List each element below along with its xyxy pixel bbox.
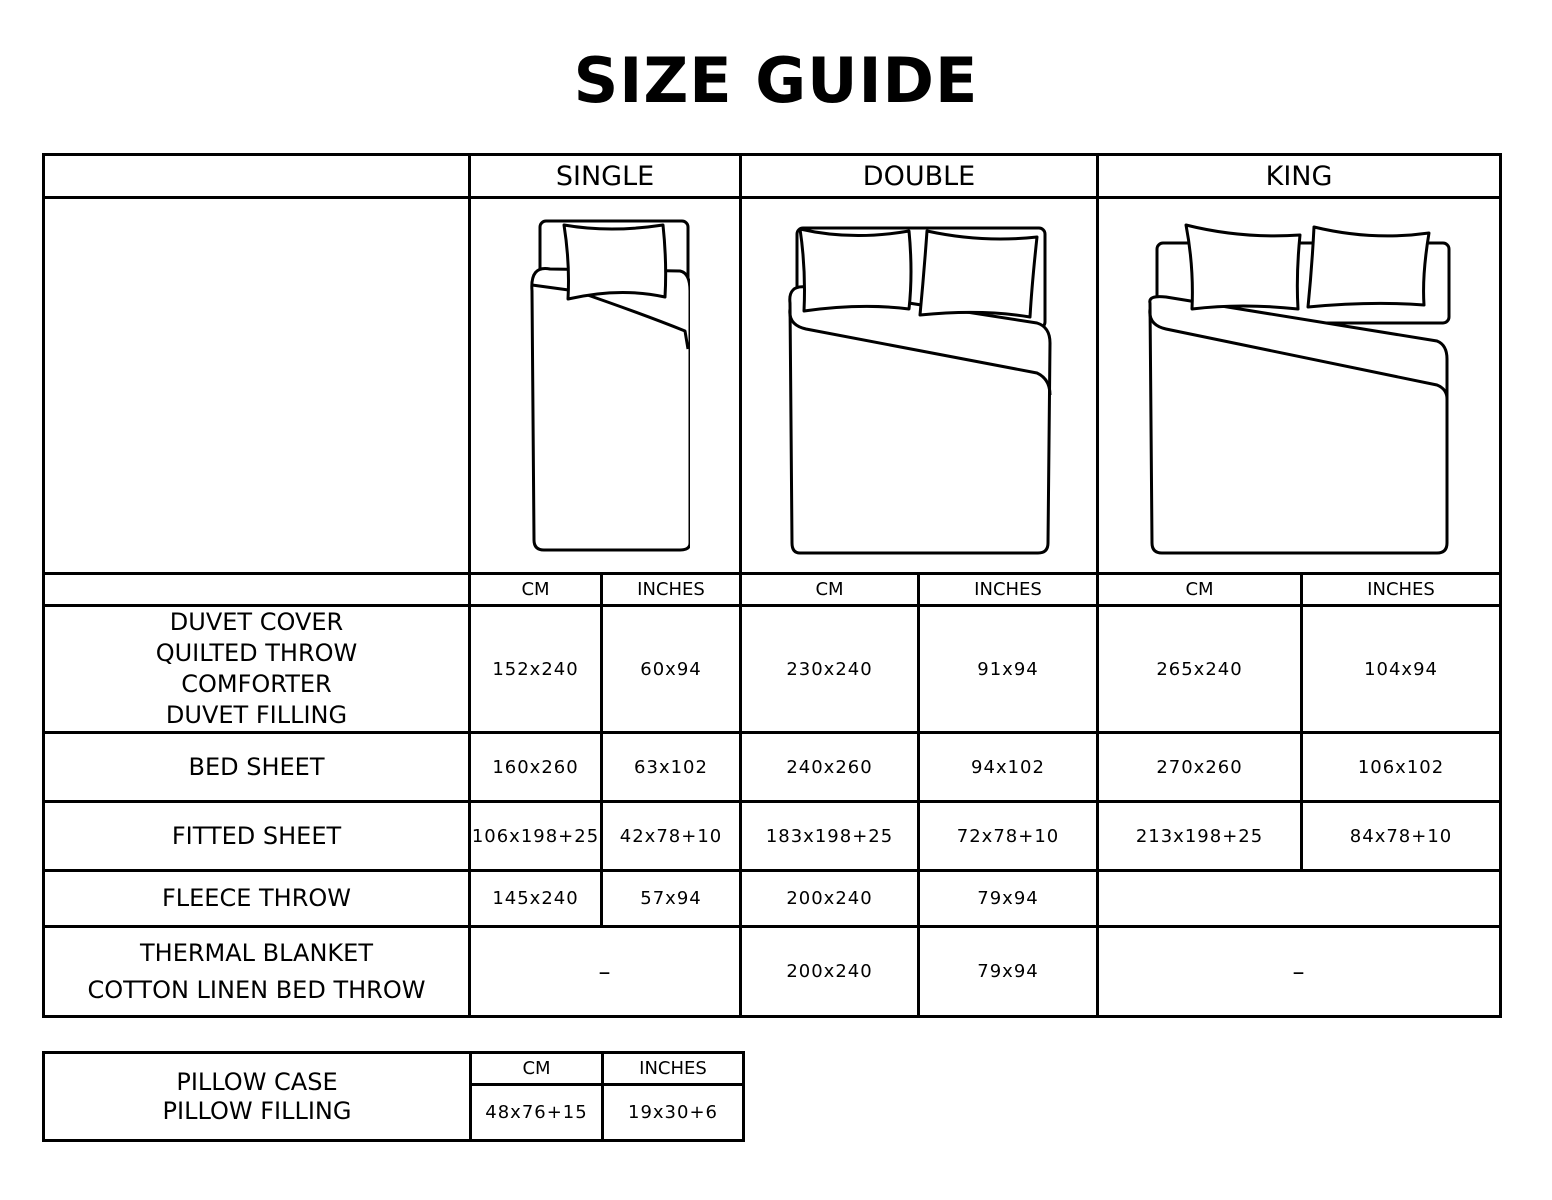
row-label-line: FITTED SHEET xyxy=(171,821,342,850)
unit-cm: CM xyxy=(1098,574,1302,606)
size-value: 48x76+15 xyxy=(471,1085,603,1141)
double-bed-cell xyxy=(741,198,1098,574)
double-bed-icon xyxy=(782,213,1057,558)
unit-inches: INCHES xyxy=(1302,574,1501,606)
unit-inches: INCHES xyxy=(919,574,1098,606)
unit-cm: CM xyxy=(741,574,919,606)
not-available-dash: – xyxy=(1098,927,1501,1017)
table-row xyxy=(44,927,1501,1017)
size-value: 79x94 xyxy=(919,871,1098,927)
row-label xyxy=(44,927,470,1017)
row-label xyxy=(44,733,470,802)
unit-inches: INCHES xyxy=(603,1053,744,1085)
pillow-size-table xyxy=(42,1051,745,1142)
size-value: 240x260 xyxy=(741,733,919,802)
empty-header-cell xyxy=(44,155,470,198)
size-value: 145x240 xyxy=(470,871,602,927)
size-value: 94x102 xyxy=(919,733,1098,802)
size-value: 200x240 xyxy=(741,871,919,927)
size-value: 72x78+10 xyxy=(919,802,1098,871)
single-bed-icon xyxy=(520,213,690,558)
king-bed-icon xyxy=(1142,213,1457,558)
unit-cm: CM xyxy=(470,574,602,606)
size-value: 265x240 xyxy=(1098,606,1302,733)
size-value: 42x78+10 xyxy=(602,802,741,871)
unit-cm: CM xyxy=(471,1053,603,1085)
size-value: 160x260 xyxy=(470,733,602,802)
page-title: SIZE GUIDE xyxy=(573,44,979,117)
size-value: 57x94 xyxy=(602,871,741,927)
row-label xyxy=(44,1053,471,1141)
row-label-line: BED SHEET xyxy=(188,752,325,781)
empty-king-cell xyxy=(1098,871,1501,927)
size-value: 106x102 xyxy=(1302,733,1501,802)
size-value: 84x78+10 xyxy=(1302,802,1501,871)
size-value: 91x94 xyxy=(919,606,1098,733)
size-value: 183x198+25 xyxy=(741,802,919,871)
size-value: 19x30+6 xyxy=(603,1085,744,1141)
size-value: 200x240 xyxy=(741,927,919,1017)
row-label-line: COMFORTER xyxy=(181,670,332,698)
empty-unit-cell xyxy=(44,574,470,606)
unit-inches: INCHES xyxy=(602,574,741,606)
row-label xyxy=(44,606,470,733)
size-value: 104x94 xyxy=(1302,606,1501,733)
king-bed-cell xyxy=(1098,198,1501,574)
size-guide-table xyxy=(42,153,1502,1018)
row-label-line: PILLOW CASE xyxy=(176,1067,338,1096)
row-label-line: THERMAL BLANKET xyxy=(140,938,373,967)
size-value: 213x198+25 xyxy=(1098,802,1302,871)
size-value: 270x260 xyxy=(1098,733,1302,802)
row-label-line: QUILTED THROW xyxy=(155,639,358,667)
column-header-king: KING xyxy=(1098,155,1501,198)
row-label-line: FLEECE THROW xyxy=(161,884,352,912)
row-label xyxy=(44,802,470,871)
empty-image-cell xyxy=(44,198,470,574)
row-label-line: DUVET COVER xyxy=(169,608,344,636)
table-row xyxy=(44,733,1501,802)
size-value: 63x102 xyxy=(602,733,741,802)
row-label xyxy=(44,871,470,927)
single-bed-cell xyxy=(470,198,741,574)
row-label-line: PILLOW FILLING xyxy=(162,1096,352,1125)
table-row xyxy=(44,802,1501,871)
size-value: 106x198+25 xyxy=(470,802,602,871)
size-value: 60x94 xyxy=(602,606,741,733)
row-label-line: DUVET FILLING xyxy=(165,701,348,729)
row-label-line: COTTON LINEN BED THROW xyxy=(87,975,426,1004)
size-value: 79x94 xyxy=(919,927,1098,1017)
column-header-single: SINGLE xyxy=(470,155,741,198)
size-value: 152x240 xyxy=(470,606,602,733)
table-row xyxy=(44,606,1501,733)
not-available-dash: – xyxy=(470,927,741,1017)
size-value: 230x240 xyxy=(741,606,919,733)
table-row xyxy=(44,871,1501,927)
column-header-double: DOUBLE xyxy=(741,155,1098,198)
